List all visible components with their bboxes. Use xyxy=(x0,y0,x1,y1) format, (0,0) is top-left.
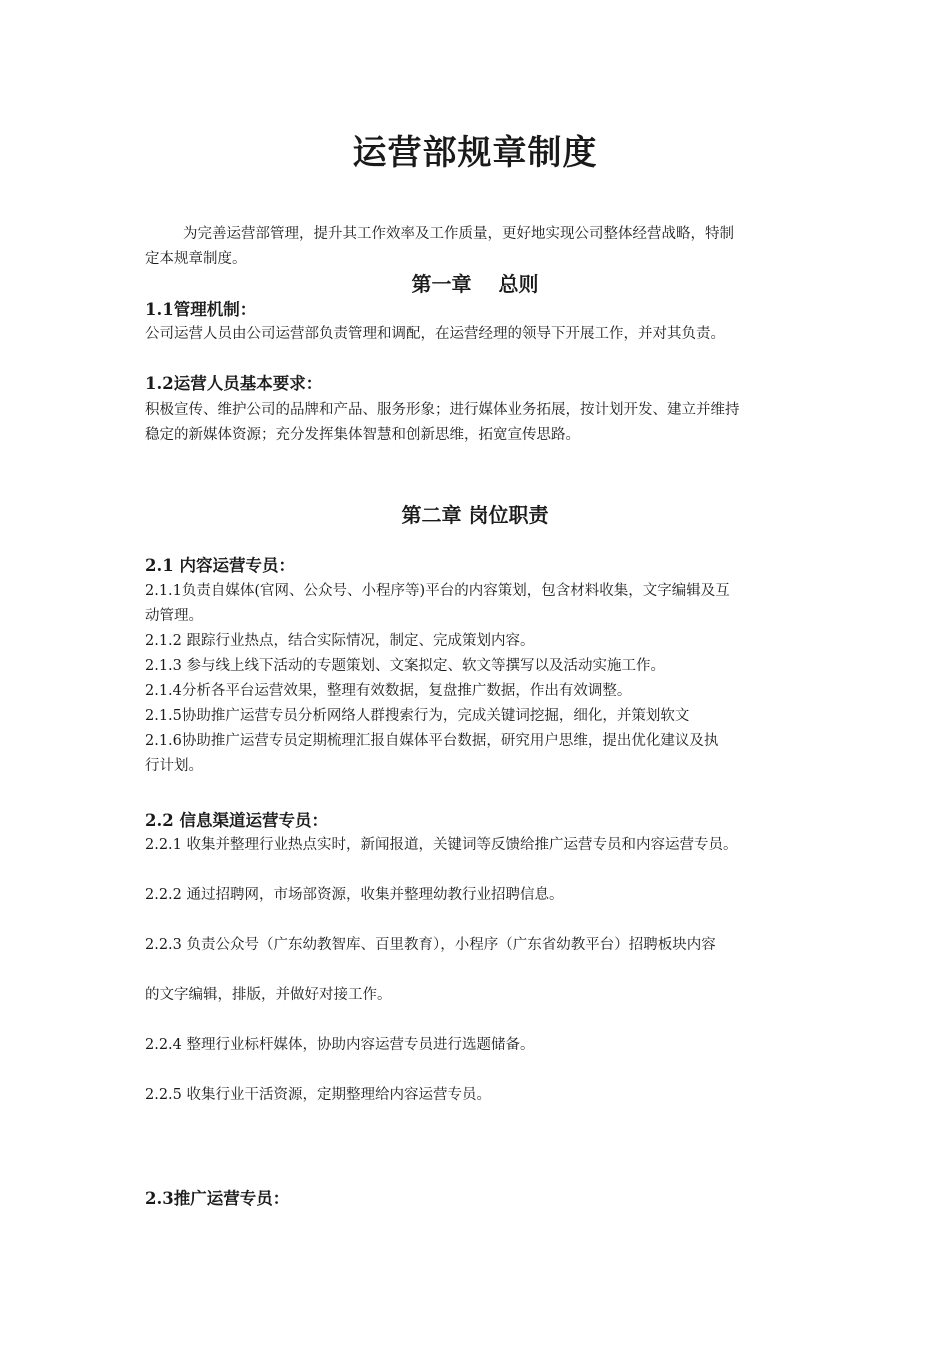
chapter-1-title: 第一章 总则 xyxy=(411,272,539,296)
section-1-1-heading: 1.1管理机制： xyxy=(145,300,257,319)
intro-paragraph xyxy=(145,222,810,272)
section-2-2-item-3-cont: 的文字编辑，排版，并做好对接工作。 xyxy=(145,987,392,1003)
section-2-2-item-2: 2.2.2 通过招聘网，市场部资源，收集并整理幼教行业招聘信息。 xyxy=(145,887,564,903)
section-1-1-body xyxy=(145,322,810,347)
section-2-2-item-5: 2.2.5 收集行业干活资源，定期整理给内容运营专员。 xyxy=(145,1087,492,1103)
list-item: 2.1.6协助推广运营专员定期梳理汇报自媒体平台数据，研究用户思维，提出优化建议及执 xyxy=(145,733,719,749)
section-1-2-heading: 1.2运营人员基本要求： xyxy=(145,374,323,393)
section-2-2-item-1: 2.2.1 收集并整理行业热点实时，新闻报道，关键词等反馈给推广运营专员和内容运营专员。 xyxy=(145,837,738,853)
list-item: 2.1.4分析各平台运营效果，整理有效数据，复盘推广数据，作出有效调整。 xyxy=(145,683,632,699)
section-1-2-line: 稳定的新媒体资源；充分发挥集体智慧和创新思维，拓宽宣传思路。 xyxy=(145,427,580,443)
intro-line-1: 为完善运营部管理，提升其工作效率及工作质量，更好地实现公司整体经营战略，特制 xyxy=(183,226,734,242)
list-item: 2.1.3 参与线上线下活动的专题策划、文案拟定、软文等撰写以及活动实施工作。 xyxy=(145,658,666,674)
list-item: 行计划。 xyxy=(145,758,203,774)
section-2-3-heading: 2.3推广运营专员： xyxy=(145,1189,290,1208)
section-1-2-line: 积极宣传、维护公司的品牌和产品、服务形象；进行媒体业务拓展，按计划开发、建立并维持 xyxy=(145,402,740,418)
intro-line-2: 定本规章制度。 xyxy=(145,251,247,267)
list-item: 2.1.1负责自媒体(官网、公众号、小程序等)平台的内容策划，包含材料收集，文字编辑及互 xyxy=(145,583,730,599)
section-2-2-item-3: 2.2.3 负责公众号（广东幼教智库、百里教育），小程序（广东省幼教平台）招聘板块内容 xyxy=(145,937,716,953)
chapter-2-title: 第二章 岗位职责 xyxy=(401,503,549,527)
section-2-1-heading: 2.1 内容运营专员： xyxy=(145,556,295,575)
section-2-2-item-4: 2.2.4 整理行业标杆媒体，协助内容运营专员进行选题储备。 xyxy=(145,1037,535,1053)
list-item: 2.1.5协助推广运营专员分析网络人群搜索行为，完成关键词挖掘，细化，并策划软文 xyxy=(145,708,690,724)
section-2-2-heading: 2.2 信息渠道运营专员： xyxy=(145,811,328,830)
document-title: 运营部规章制度 xyxy=(352,133,598,173)
list-item: 2.1.2 跟踪行业热点，结合实际情况，制定、完成策划内容。 xyxy=(145,633,535,649)
section-1-1-line: 公司运营人员由公司运营部负责管理和调配，在运营经理的领导下开展工作，并对其负责。 xyxy=(145,326,725,342)
section-2-1-body xyxy=(145,579,810,779)
list-item: 动管理。 xyxy=(145,608,203,624)
section-1-2-body xyxy=(145,398,810,448)
